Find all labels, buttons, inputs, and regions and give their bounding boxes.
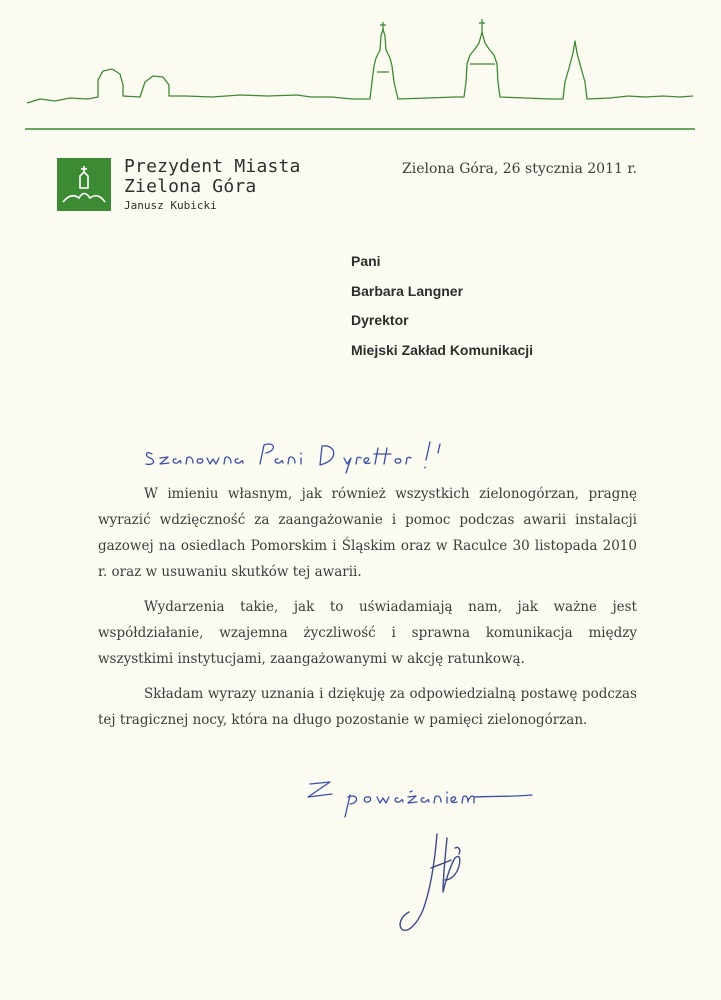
- letterhead-title-line2: Zielona Góra: [124, 176, 257, 197]
- letter-body: [98, 481, 637, 742]
- handwritten-salutation: [140, 436, 480, 476]
- body-paragraph-2: Wydarzenia takie, jak to uświadamiają nam, jak ważne jest współdziałanie, wzajemna życzliwość i sprawna komunikacja między wszystkimi instytucjami, zaangażowanymi w akcję ratunkową.: [98, 599, 637, 667]
- recipient-title: Pani: [351, 253, 381, 269]
- recipient-organization: Miejski Zakład Komunikacji: [351, 341, 534, 358]
- letterhead-name: Janusz Kubicki: [124, 199, 217, 212]
- letterhead-title-line1: Prezydent Miasta: [124, 156, 301, 177]
- recipient-position: Dyrektor: [351, 312, 409, 328]
- letter-date: Zielona Góra, 26 stycznia 2011 r.: [402, 161, 637, 177]
- body-paragraph-1: W imieniu własnym, jak również wszystkich zielonogórzan, pragnę wyrazić wdzięczność za zaangażowanie i pomoc podczas awarii instalacji gazowej na osiedlach Pomorskim i Śląskim oraz w Raculce 30 listopada 2010 r. oraz w usuwaniu skutków tej awarii.: [98, 486, 637, 580]
- recipient-name: Barbara Langner: [351, 282, 464, 299]
- signature: [385, 828, 490, 938]
- city-tower-icon: [57, 158, 111, 211]
- letterhead-org: [124, 157, 301, 214]
- recipient-block: [351, 251, 533, 369]
- handwritten-closing: [300, 775, 545, 827]
- body-paragraph-3: Składam wyrazy uznania i dziękuję za odpowiedzialną postawę podczas tej tragicznej nocy, która na długo pozostanie w pamięci zielonogórzan.: [98, 686, 637, 728]
- city-logo: [57, 158, 111, 211]
- city-skyline-header: [0, 0, 721, 140]
